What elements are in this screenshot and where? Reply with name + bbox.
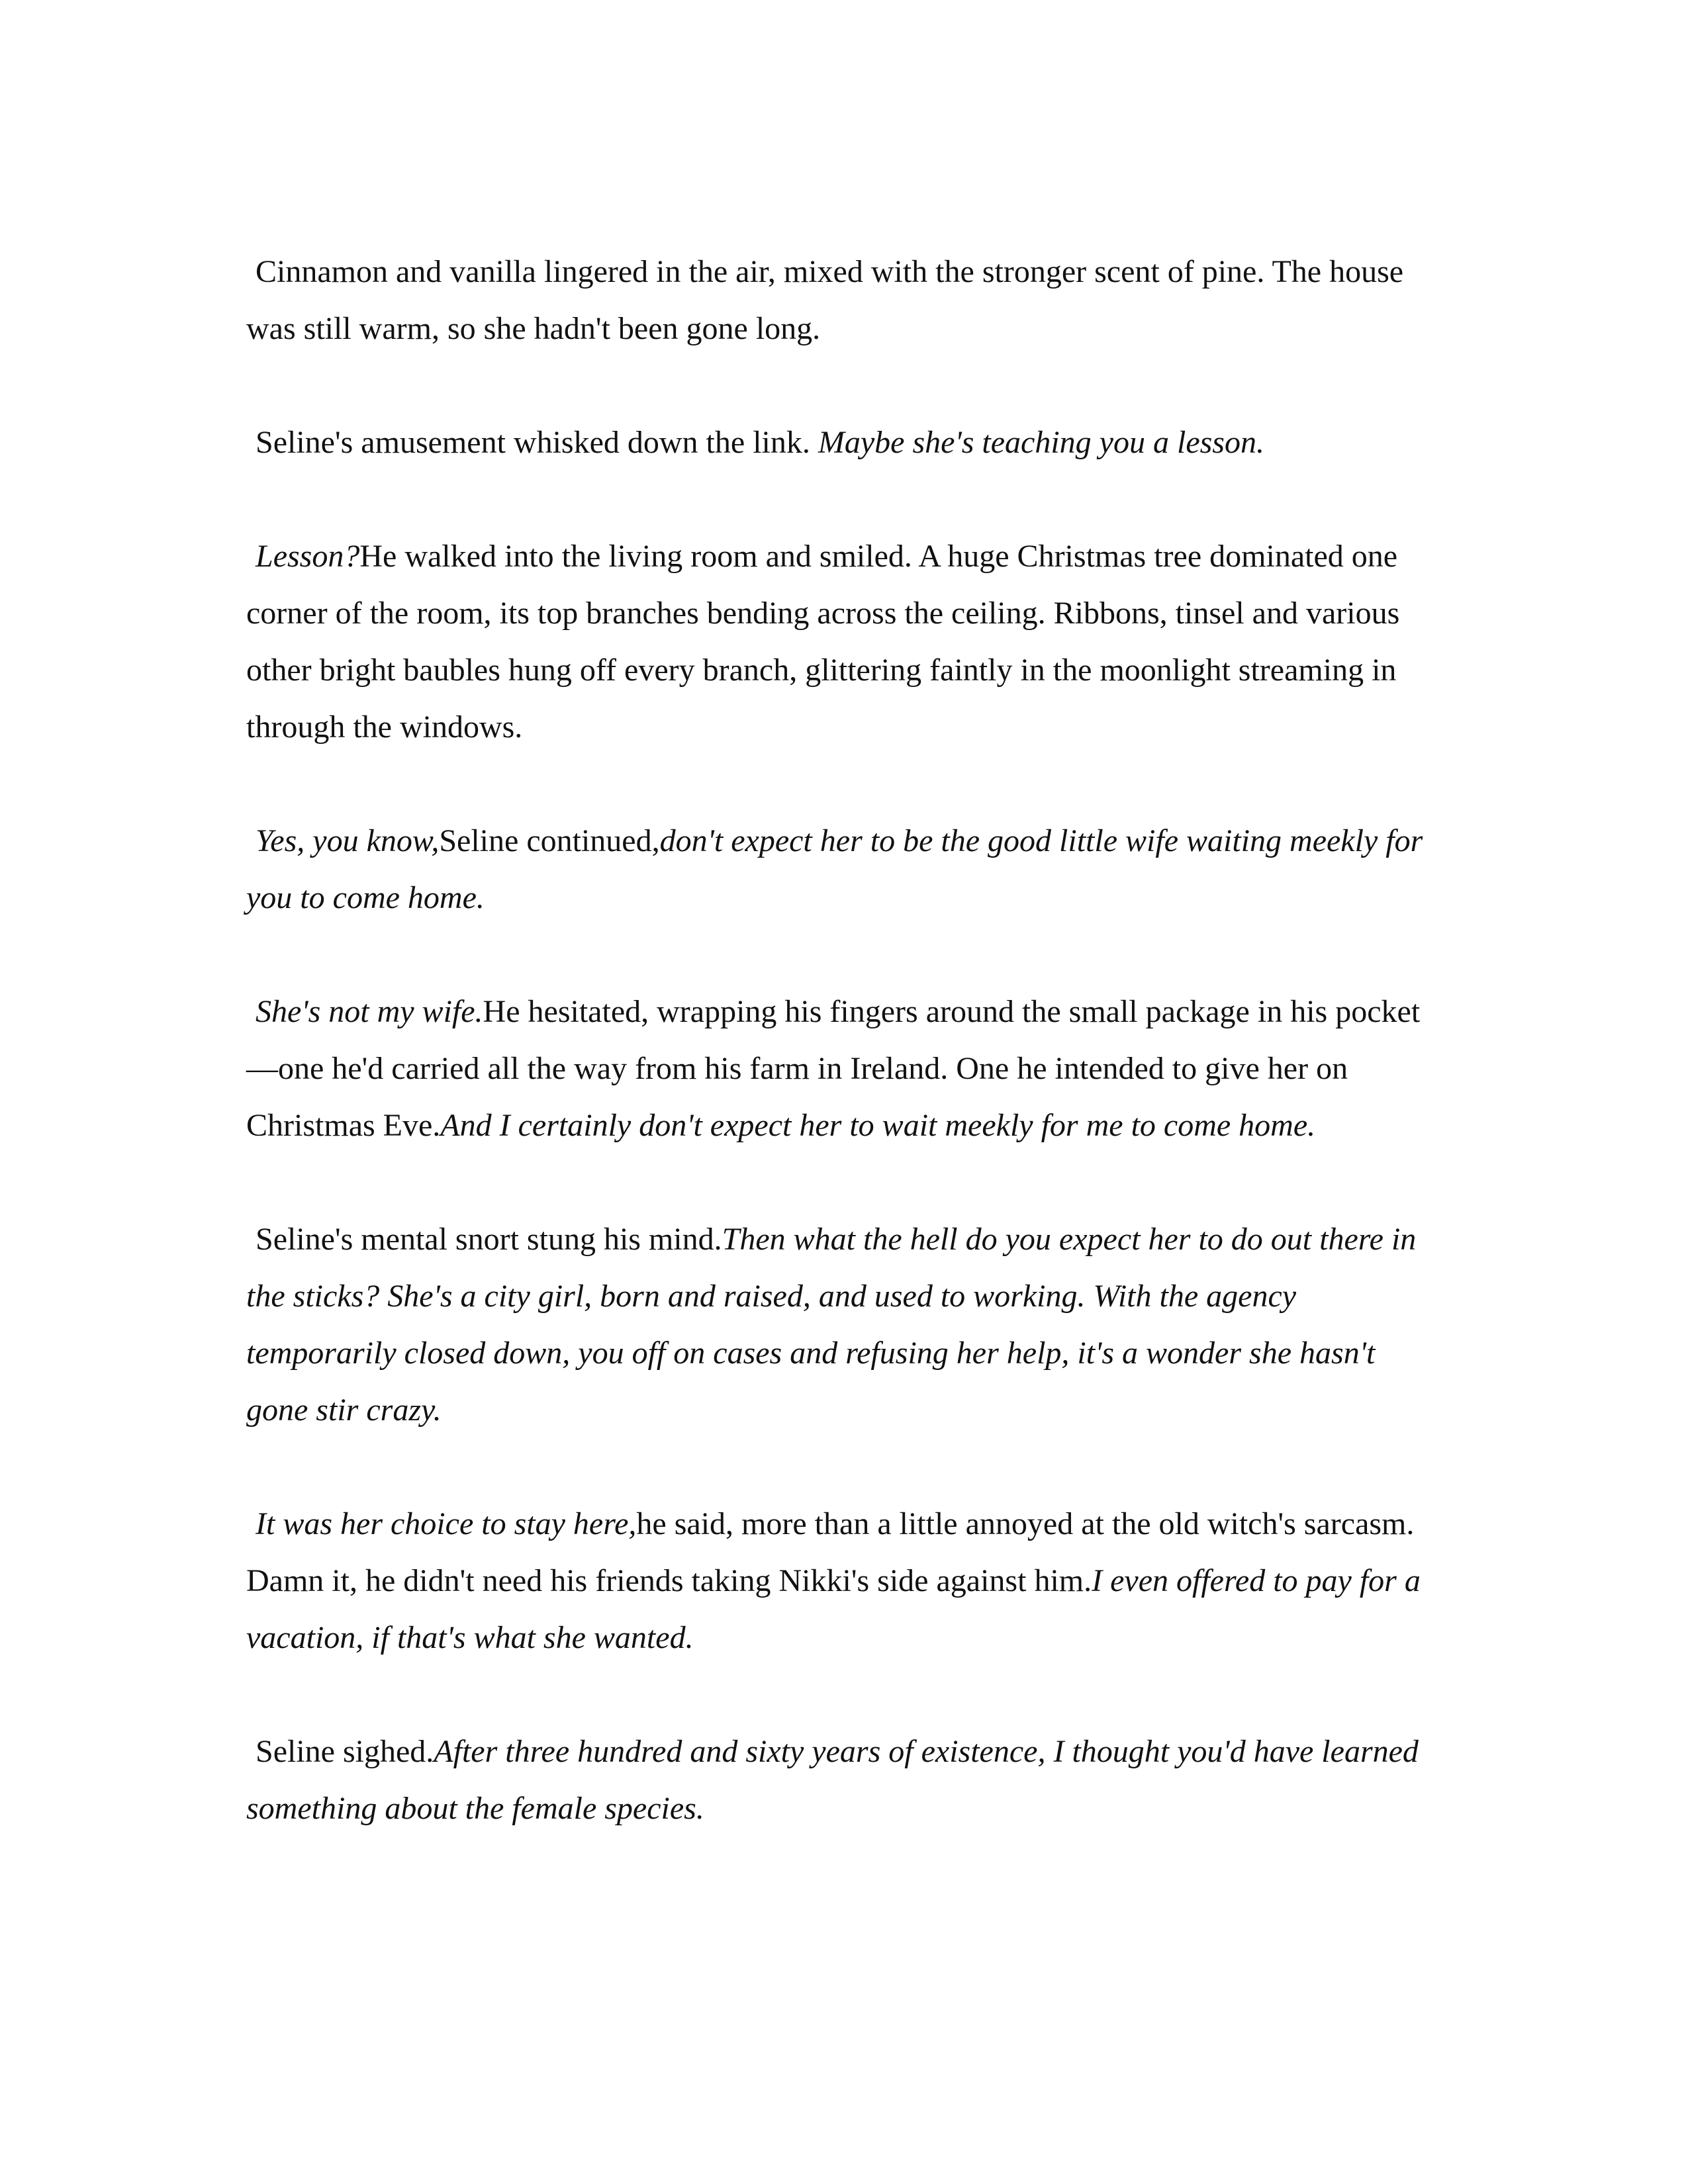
paragraph-text: Seline's amusement whisked down the link.: [256, 425, 818, 460]
italic-thought-text: After three hundred and sixty years of existence, I thought you'd have learned something about the female species.: [246, 1734, 1419, 1826]
paragraph-text: He walked into the living room and smiled. A huge Christmas tree dominated one corner of the room, its top branches bending across the ceiling. Ribbons, tinsel and various other bright baubles hung off every branch, glittering faintly in the moonlight streaming in through the windows.: [246, 539, 1400, 745]
italic-thought-text: Lesson?: [256, 539, 360, 574]
story-text: [246, 244, 1442, 1837]
paragraph-text: Seline sighed.: [256, 1734, 434, 1769]
italic-thought-text: Yes, you know,: [256, 823, 440, 858]
paragraph: [246, 983, 1442, 1154]
paragraph: [246, 244, 1442, 357]
paragraph: [246, 1211, 1442, 1439]
italic-thought-text: She's not my wife.: [256, 994, 483, 1029]
paragraph: [246, 528, 1442, 756]
italic-thought-text: And I certainly don't expect her to wait meekly for me to come home.: [440, 1108, 1316, 1143]
paragraph-text: he said, more than a little annoyed at the old witch's sarcasm. Damn it, he didn't need his friends taking Nikki's side against him.: [246, 1506, 1415, 1598]
italic-thought-text: It was her choice to stay here,: [256, 1506, 637, 1541]
italic-thought-text: don't expect her to be the good little wife waiting meekly for you to come home.: [246, 823, 1423, 915]
paragraph-text: Cinnamon and vanilla lingered in the air, mixed with the stronger scent of pine. The house was still warm, so she hadn't been gone long.: [246, 254, 1404, 346]
paragraph: [246, 813, 1442, 927]
paragraph: [246, 414, 1442, 471]
paragraph-text: Seline continued,: [439, 823, 660, 858]
paragraph: [246, 1723, 1442, 1837]
italic-thought-text: Maybe she's teaching you a lesson.: [818, 425, 1264, 460]
italic-thought-text: Then what the hell do you expect her to do out there in the sticks? She's a city girl, born and raised, and used to working. With the agency temporarily closed down, you off on cases and refusing her help, it's a wonder she hasn't gone stir crazy.: [246, 1222, 1417, 1428]
paragraph-text: Seline's mental snort stung his mind.: [256, 1222, 722, 1257]
italic-thought-text: I even offered to pay for a vacation, if that's what she wanted.: [246, 1563, 1421, 1655]
paragraph: [246, 1496, 1442, 1666]
paragraph-text: He hesitated, wrapping his fingers around the small package in his pocket—one he'd carried all the way from his farm in Ireland. One he intended to give her on Christmas Eve.: [246, 994, 1421, 1143]
